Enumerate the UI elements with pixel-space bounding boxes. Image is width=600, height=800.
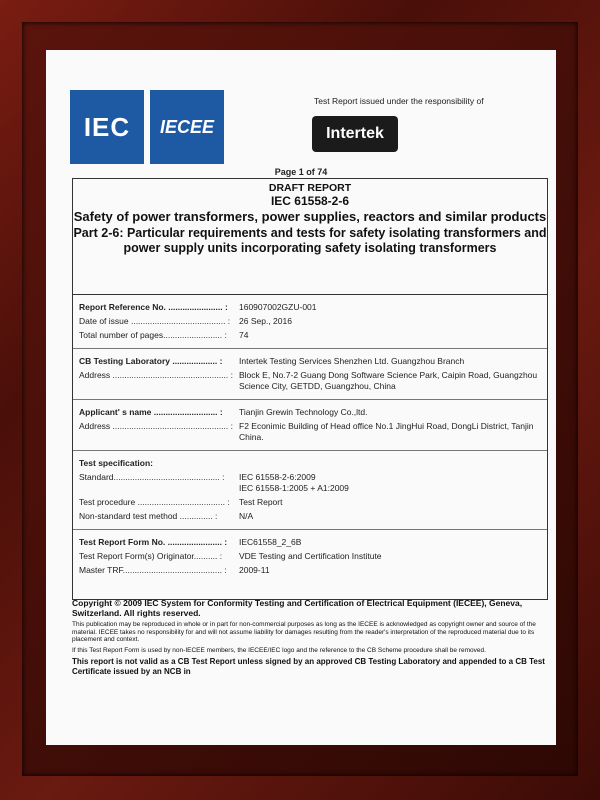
intertek-logo [312, 116, 398, 152]
originator-value: VDE Testing and Certification Institute [239, 551, 382, 561]
nonstd-label: Non-standard test method .............. : [79, 511, 218, 521]
applicant-address-label: Address ................................................. : [79, 421, 233, 431]
pages-row [79, 330, 541, 341]
iec-logo [70, 90, 144, 164]
lab-name-value: Intertek Testing Services Shenzhen Ltd. Guangzhou Branch [239, 356, 465, 366]
date-label: Date of issue ........................................ : [79, 316, 231, 326]
page-number: Page 1 of 74 [274, 167, 328, 177]
reproduction-note: This publication may be reproduced in whole or in part for non-commercial purposes as long as the IECEE is acknowledged as copyright owner and source of the material. IECEE takes no responsibility for and will not assume liability for damages resulting from the reader's interpretation of the reproduced material due to its placement and context. [72, 621, 536, 643]
originator-row [79, 551, 541, 562]
validity-note: This report is not valid as a CB Test Report unless signed by an approved CB Testing Laboratory and appended to a CB Test Certificate issued by an NCB in [72, 657, 545, 676]
date-value: 26 Sep., 2016 [239, 316, 292, 326]
certificate-page [46, 50, 556, 745]
procedure-value: Test Report [239, 497, 283, 507]
iecee-logo [150, 90, 224, 164]
date-row [79, 316, 541, 327]
iec-logo-text: IEC [83, 111, 131, 142]
master-value: 2009-11 [239, 565, 270, 575]
standard-value-1: IEC 61558-2-6:2009 [239, 472, 316, 482]
procedure-row [79, 497, 541, 508]
master-label: Master TRF.......................................... : [79, 565, 227, 575]
procedure-label: Test procedure ..................................... : [79, 497, 230, 507]
standard-label: Standard............................................. : [79, 472, 225, 482]
lab-section [73, 349, 547, 400]
lab-address-value: Block E, No.7-2 Guang Dong Software Science Park, Caipin Road, Guangzhou Science City, GETDD, Guangzhou, China [239, 370, 538, 391]
spec-heading-row [79, 458, 541, 469]
pages-value: 74 [239, 330, 249, 340]
intertek-logo-text: Intertek [326, 125, 384, 142]
applicant-name-row [79, 407, 541, 418]
applicant-section [73, 400, 547, 451]
pages-label: Total number of pages......................... : [79, 330, 227, 340]
spec-heading: Test specification: [79, 458, 153, 468]
standard-values [239, 472, 541, 494]
applicant-name-label: Applicant' s name ........................... : [79, 407, 223, 417]
report-header [73, 179, 547, 295]
report-subtitle: Part 2-6: Particular requirements and tests for safety isolating transformers and power supply units incorporating safety isolating transformers [73, 226, 547, 255]
lab-address-label: Address ................................................. : [79, 370, 233, 380]
originator-label: Test Report Form(s) Originator.......... : [79, 551, 223, 561]
standard-row [79, 472, 541, 494]
form-label: Test Report Form No. ....................... : [79, 537, 228, 547]
applicant-address-value: F2 Econimic Building of Head office No.1 JingHui Road, DongLi District, Tanjin China. [239, 421, 534, 442]
draft-label: DRAFT REPORT [268, 182, 352, 194]
lab-name-row [79, 356, 541, 367]
report-title: Safety of power transformers, power supplies, reactors and similar products [73, 209, 547, 224]
spec-section [73, 451, 547, 530]
master-row [79, 565, 541, 576]
form-row [79, 537, 541, 548]
non-member-note: If this Test Report Form is used by non-IECEE members, the IECEE/IEC logo and the reference to the CB Scheme procedure shall be removed. [72, 646, 486, 654]
lab-name-label: CB Testing Laboratory ................... : [79, 356, 223, 366]
form-section [73, 530, 547, 583]
applicant-name-value: Tianjin Grewin Technology Co.,ltd. [239, 407, 368, 417]
footer [72, 598, 548, 676]
applicant-address-row [79, 421, 541, 443]
iecee-logo-text: IECEE [159, 116, 215, 137]
report-info-section [73, 295, 547, 349]
form-value: IEC61558_2_6B [239, 537, 302, 547]
nonstd-value: N/A [239, 511, 254, 521]
standard-value-2: IEC 61558-1:2005 + A1:2009 [239, 483, 349, 493]
report-ref-row [79, 302, 541, 313]
lab-address-row [79, 370, 541, 392]
nonstd-row [79, 511, 541, 522]
report-ref-label: Report Reference No. ....................... : [79, 302, 228, 312]
report-box [72, 178, 548, 600]
copyright-text: Copyright © 2009 IEC System for Conformity Testing and Certification of Electrical Equipment (IECEE), Geneva, Switzerland. All rights reserved. [72, 598, 523, 618]
responsibility-text: Test Report issued under the responsibility of [314, 96, 484, 106]
report-ref-value: 160907002GZU-001 [239, 302, 317, 312]
standard-title: IEC 61558-2-6 [270, 194, 350, 208]
